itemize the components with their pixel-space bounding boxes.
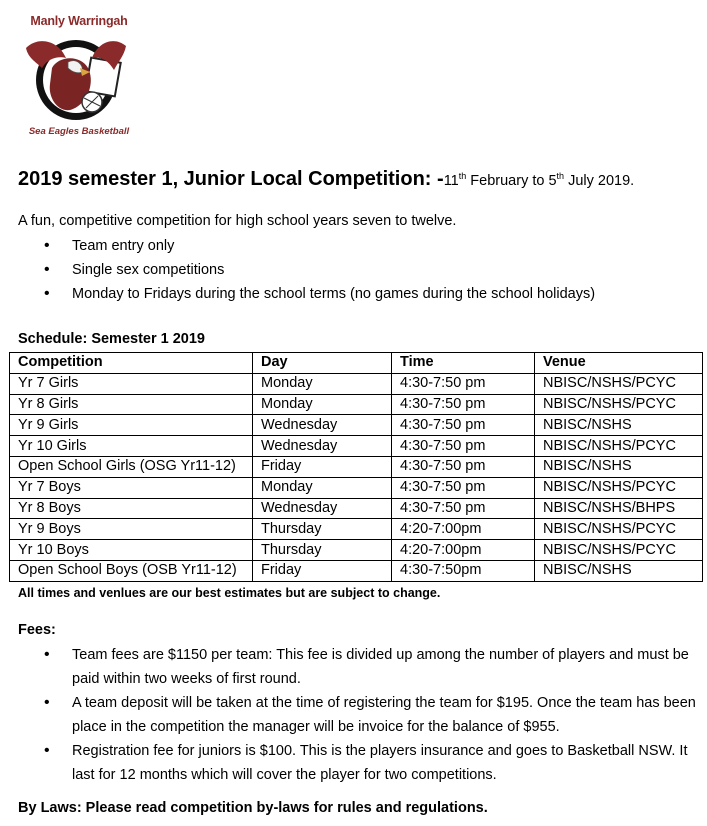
table-cell: 4:20-7:00pm <box>392 519 535 540</box>
table-cell: NBISC/NSHS <box>535 456 703 477</box>
table-cell: 4:30-7:50 pm <box>392 394 535 415</box>
table-cell: NBISC/NSHS <box>535 560 703 581</box>
table-cell: 4:30-7:50 pm <box>392 456 535 477</box>
table-cell: NBISC/NSHS/BHPS <box>535 498 703 519</box>
table-row <box>10 498 703 519</box>
table-row <box>10 540 703 561</box>
title-dates: 11th February to 5th July 2019. <box>443 171 635 189</box>
page-title <box>18 168 634 191</box>
table-row <box>10 477 703 498</box>
table-cell: NBISC/NSHS/PCYC <box>535 394 703 415</box>
table-cell: Wednesday <box>253 436 392 457</box>
table-cell: 4:20-7:00pm <box>392 540 535 561</box>
schedule-table <box>9 352 703 582</box>
table-cell: Yr 8 Girls <box>10 394 253 415</box>
logo-top-text: Manly Warringah <box>30 14 128 28</box>
club-logo <box>18 12 140 144</box>
table-cell: Yr 7 Boys <box>10 477 253 498</box>
table-cell: Monday <box>253 394 392 415</box>
table-header-row <box>10 353 703 374</box>
column-header: Venue <box>535 353 703 374</box>
sea-eagle-emblem-icon <box>18 28 140 128</box>
table-row <box>10 394 703 415</box>
title-main: 2019 semester 1, Junior Local Competition: - <box>18 168 444 190</box>
table-cell: 4:30-7:50 pm <box>392 373 535 394</box>
list-item: • Team fees are $1150 per team: This fee is divided up among the number of players and must be paid within two weeks of first round. <box>18 643 707 691</box>
table-cell: NBISC/NSHS/PCYC <box>535 519 703 540</box>
list-item: • A team deposit will be taken at the time of registering the team for $195. Once the team has been place in the competition the manager will be invoice for the balance of $955. <box>18 691 707 739</box>
table-row <box>10 519 703 540</box>
table-cell: NBISC/NSHS <box>535 415 703 436</box>
logo-bottom-text: Sea Eagles Basketball <box>28 126 130 137</box>
list-item: • Registration fee for juniors is $100. This is the players insurance and goes to Basketball NSW. It last for 12 months which will cover the player for two competitions. <box>18 739 707 787</box>
column-header: Competition <box>10 353 253 374</box>
features-list <box>18 234 595 306</box>
table-cell: Monday <box>253 477 392 498</box>
list-item: • Single sex competitions <box>18 258 595 282</box>
fees-heading: Fees: <box>18 622 56 638</box>
table-cell: Open School Boys (OSB Yr11-12) <box>10 560 253 581</box>
table-cell: 4:30-7:50pm <box>392 560 535 581</box>
table-cell: Yr 9 Boys <box>10 519 253 540</box>
table-cell: 4:30-7:50 pm <box>392 498 535 519</box>
table-cell: Yr 10 Boys <box>10 540 253 561</box>
table-cell: Open School Girls (OSG Yr11-12) <box>10 456 253 477</box>
table-cell: Thursday <box>253 519 392 540</box>
schedule-disclaimer: All times and venlues are our best estimates but are subject to change. <box>18 586 441 600</box>
column-header: Day <box>253 353 392 374</box>
list-item: • Monday to Fridays during the school terms (no games during the school holidays) <box>18 282 595 306</box>
schedule-heading: Schedule: Semester 1 2019 <box>18 331 205 347</box>
table-cell: Wednesday <box>253 498 392 519</box>
table-row <box>10 436 703 457</box>
table-row <box>10 415 703 436</box>
table-cell: NBISC/NSHS/PCYC <box>535 373 703 394</box>
table-cell: Yr 8 Boys <box>10 498 253 519</box>
table-cell: Yr 9 Girls <box>10 415 253 436</box>
list-item: • Team entry only <box>18 234 595 258</box>
table-cell: Thursday <box>253 540 392 561</box>
table-row <box>10 560 703 581</box>
intro-text: A fun, competitive competition for high school years seven to twelve. <box>18 213 457 229</box>
table-cell: NBISC/NSHS/PCYC <box>535 540 703 561</box>
table-cell: 4:30-7:50 pm <box>392 436 535 457</box>
column-header: Time <box>392 353 535 374</box>
bylaws-note: By Laws: Please read competition by-laws for rules and regulations. <box>18 800 488 816</box>
table-cell: Friday <box>253 560 392 581</box>
table-cell: 4:30-7:50 pm <box>392 415 535 436</box>
table-cell: Wednesday <box>253 415 392 436</box>
table-cell: NBISC/NSHS/PCYC <box>535 436 703 457</box>
table-cell: Yr 10 Girls <box>10 436 253 457</box>
table-cell: Monday <box>253 373 392 394</box>
table-row <box>10 456 703 477</box>
table-cell: Friday <box>253 456 392 477</box>
table-cell: NBISC/NSHS/PCYC <box>535 477 703 498</box>
table-cell: 4:30-7:50 pm <box>392 477 535 498</box>
table-cell: Yr 7 Girls <box>10 373 253 394</box>
table-row <box>10 373 703 394</box>
fees-list <box>18 643 707 787</box>
